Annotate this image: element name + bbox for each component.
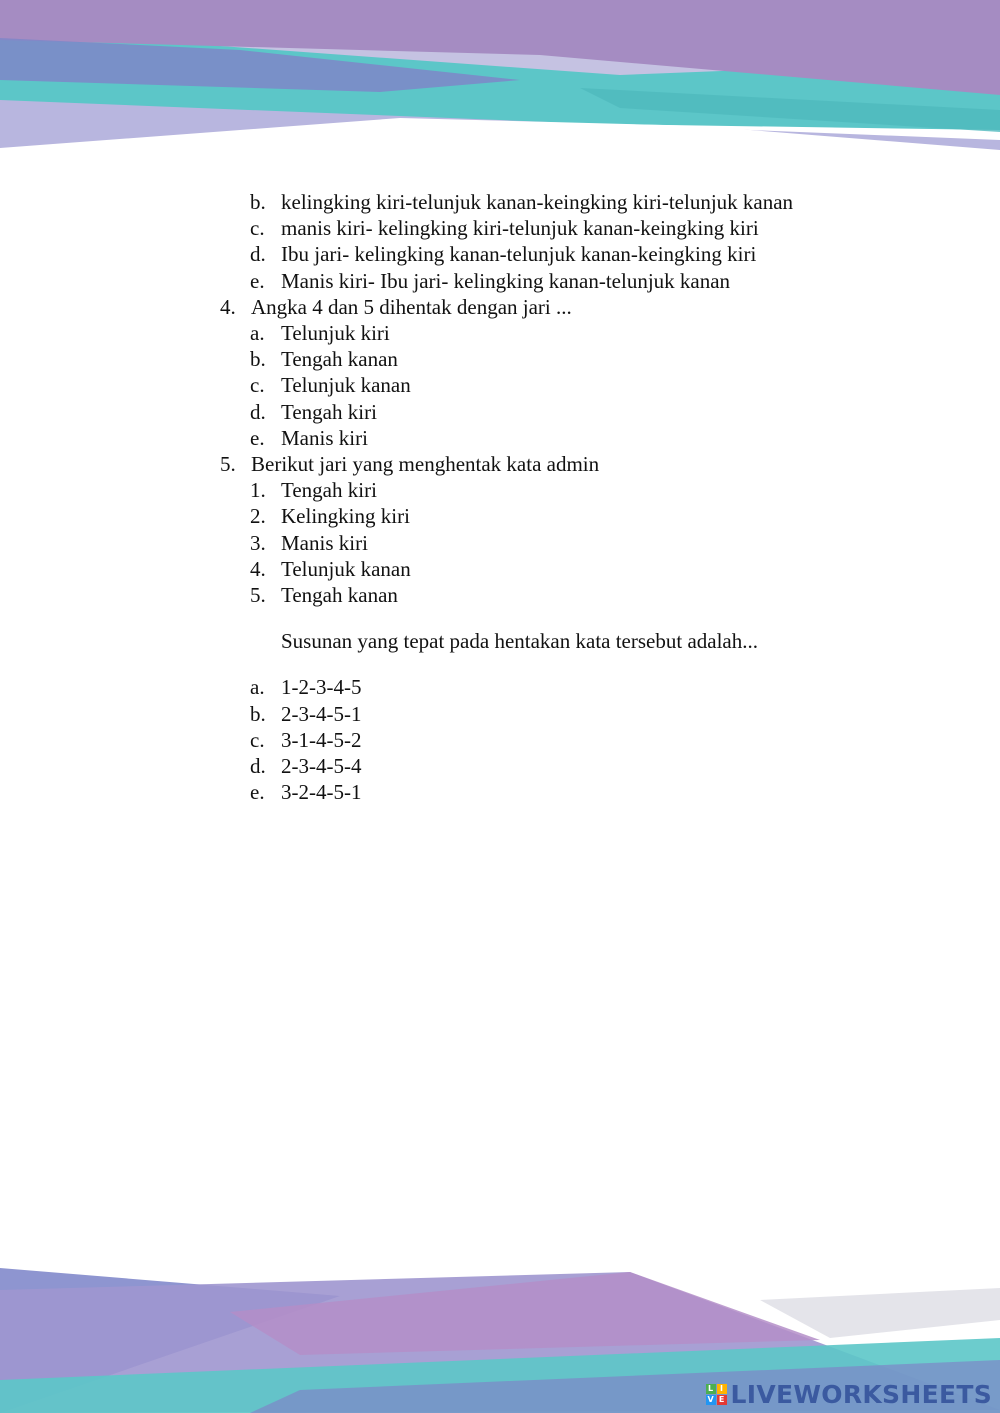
q4-option-d: [220, 399, 920, 425]
item-number: 3.: [250, 530, 266, 555]
q5-item-5: [220, 582, 920, 608]
live-badge-icon: L I V E: [706, 1384, 727, 1405]
q5-instruction: Susunan yang tepat pada hentakan kata tersebut adalah...: [281, 629, 758, 654]
option-text: Tengah kanan: [281, 347, 398, 372]
item-text: Manis kiri: [281, 530, 368, 555]
question-4: [220, 294, 920, 320]
option-text: Ibu jari- kelingking kanan-telunjuk kanan-keingking kiri: [281, 242, 757, 267]
option-letter: b.: [250, 701, 266, 726]
q5-option-b: [220, 701, 920, 727]
option-letter: a.: [250, 321, 265, 346]
q5-option-e: [220, 779, 920, 805]
option-text: Tengah kiri: [281, 399, 377, 424]
option-letter: c.: [250, 727, 265, 752]
item-number: 2.: [250, 504, 266, 529]
option-letter: e.: [250, 780, 265, 805]
q4-option-b: [220, 346, 920, 372]
item-number: 4.: [250, 556, 266, 581]
q5-item-4: [220, 556, 920, 582]
option-letter: d.: [250, 242, 266, 267]
item-text: Telunjuk kanan: [281, 556, 411, 581]
q4-option-a: [220, 320, 920, 346]
q3-option-c: [220, 215, 920, 241]
question-5: [220, 451, 920, 477]
q5-item-2: [220, 503, 920, 529]
option-letter: c.: [250, 373, 265, 398]
q3-option-e: [220, 268, 920, 294]
option-text: Telunjuk kanan: [281, 373, 411, 398]
option-letter: e.: [250, 268, 265, 293]
question-text: Angka 4 dan 5 dihentak dengan jari ...: [251, 294, 572, 319]
option-text: 2-3-4-5-4: [281, 754, 362, 779]
option-text: manis kiri- kelingking kiri-telunjuk kanan-keingking kiri: [281, 216, 759, 241]
q5-option-d: [220, 753, 920, 779]
option-text: 1-2-3-4-5: [281, 675, 362, 700]
question-number: 4.: [220, 294, 236, 319]
q5-item-3: [220, 530, 920, 556]
option-letter: b.: [250, 190, 266, 214]
option-text: Manis kiri- Ibu jari- kelingking kanan-telunjuk kanan: [281, 268, 731, 293]
item-number: 5.: [250, 583, 266, 608]
q3-option-b: [220, 189, 920, 215]
q5-option-c: [220, 727, 920, 753]
q5-item-1: [220, 477, 920, 503]
item-text: Kelingking kiri: [281, 504, 410, 529]
option-letter: d.: [250, 399, 266, 424]
q5-option-a: [220, 674, 920, 700]
logo-text: LIVEWORKSHEETS: [730, 1380, 992, 1409]
option-text: kelingking kiri-telunjuk kanan-keingking kiri-telunjuk kanan: [281, 190, 794, 214]
option-letter: c.: [250, 216, 265, 241]
q4-option-e: [220, 425, 920, 451]
item-text: Tengah kanan: [281, 583, 398, 608]
option-letter: e.: [250, 425, 265, 450]
q4-option-c: [220, 372, 920, 398]
liveworksheets-logo: [706, 1382, 992, 1407]
top-decorative-banner: [0, 0, 1000, 160]
option-text: 3-2-4-5-1: [281, 780, 362, 805]
option-letter: b.: [250, 347, 266, 372]
option-text: Manis kiri: [281, 425, 368, 450]
item-number: 1.: [250, 478, 266, 503]
option-text: 2-3-4-5-1: [281, 701, 362, 726]
q3-option-d: [220, 241, 920, 267]
option-text: 3-1-4-5-2: [281, 727, 362, 752]
option-letter: d.: [250, 754, 266, 779]
option-text: Telunjuk kiri: [281, 321, 390, 346]
worksheet-content: [220, 189, 920, 805]
question-text: Berikut jari yang menghentak kata admin: [251, 452, 600, 477]
option-letter: a.: [250, 675, 265, 700]
question-number: 5.: [220, 452, 236, 477]
item-text: Tengah kiri: [281, 478, 377, 503]
